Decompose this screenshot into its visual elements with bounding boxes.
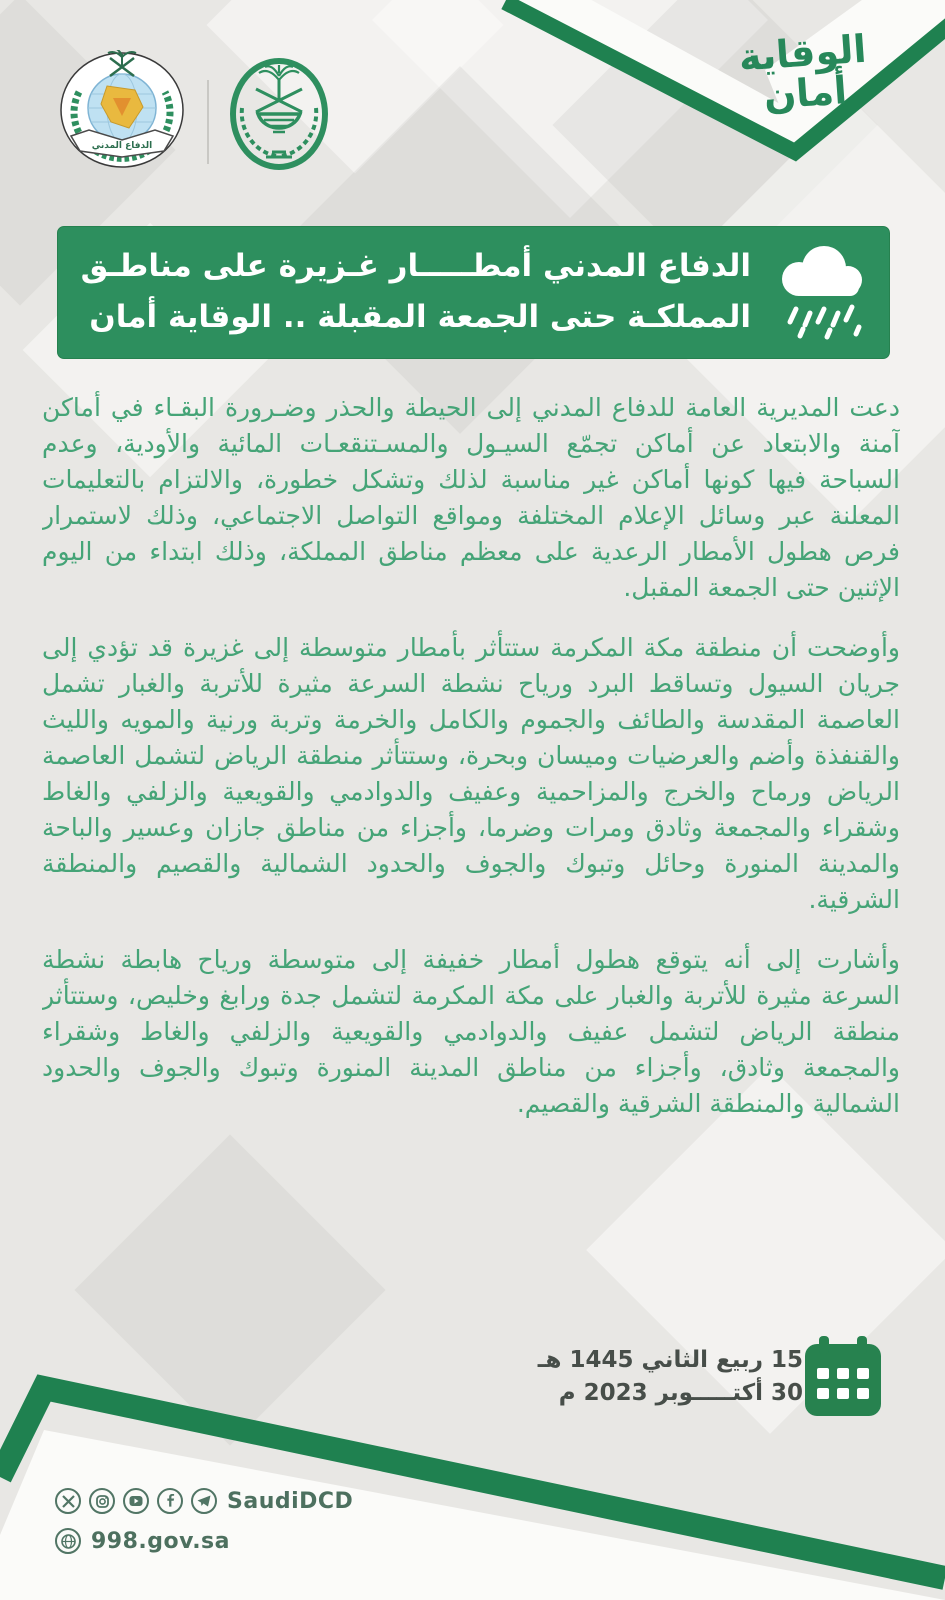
headline-line1: الدفاع المدني أمطـــــار غـزيرة على مناطـق	[80, 248, 751, 284]
civil-defense-ribbon-text: الدفاع المدني	[91, 141, 153, 151]
website-row	[55, 1526, 353, 1556]
paragraph-2: وأوضحت أن منطقة مكة المكرمة ستتأثر بأمطار متوسطة إلى غزيرة قد تؤدي إلى جريان السيول وتساقط البرد ورياح نشطة السرعة مثيرة للأتربة والغبار تشمل العاصمة المقدسة والطائف والجموم والكامل والخرمة وتربة ورنية والمويه والليث والقنفذة وأضم والعرضيات وميسان وبحرة، وستتأثر منطقة الرياض لتشمل العاصمة الرياض ورماح والخرج والمزاحمية وعفيف والدوادمي والقويعية والزلفي والغاط وشقراء والمجمعة وثادق ومرات وضرما، وأجزاء من مناطق جازان وعسير والباحة والمدينة المنورة وحائل وتبوك والجوف والحدود الشمالية والقصيم والمنطقة الشرقية.	[42, 633, 900, 914]
headline-text	[80, 241, 751, 346]
facebook-icon	[157, 1488, 183, 1514]
social-row	[55, 1486, 353, 1516]
civil-defense-emblem	[55, 50, 190, 174]
paragraph-1: دعت المديرية العامة للدفاع المدني إلى الحيطة والحذر وضـرورة البقـاء في أماكن آمنة والابتعاد عن أماكن تجمّع السيـول والمسـتنقعـات المائية والأودية، وعدم السباحة فيها كونها أماكن غير مناسبة لذلك وتشكل خطورة، والالتزام بالتعليمات المعلنة عبر وسائل الإعلام المختلفة ومواقع التواصل الاجتماعي، وذلك لاستمرار فرص هطول الأمطار الرعدية على معظم مناطق المملكة، وذلك ابتداء من اليوم الإثنين حتى الجمعة المقبل.	[42, 393, 900, 602]
gregorian-date: 30 أكتـــــوبر 2023 م	[558, 1379, 803, 1406]
rain-cloud-icon	[769, 237, 873, 347]
website-url: 998.gov.sa	[91, 1528, 230, 1554]
article-body	[42, 390, 900, 1326]
headline-line2: المملكـة حتى الجمعة المقبلة .. الوقاية أمان	[89, 299, 751, 336]
social-handle: SaudiDCD	[227, 1488, 354, 1514]
hijri-date: 15 ربيع الثاني 1445 هـ	[537, 1346, 803, 1373]
x-icon	[55, 1488, 81, 1514]
instagram-icon	[89, 1488, 115, 1514]
calligraphy-prevention-is-safety: الوقاية أمان	[737, 26, 868, 118]
logo-divider	[207, 80, 209, 164]
youtube-icon	[123, 1488, 149, 1514]
telegram-icon	[191, 1488, 217, 1514]
globe-icon	[55, 1528, 81, 1554]
calendar-icon	[803, 1334, 883, 1418]
date-block	[522, 1334, 883, 1418]
ministry-of-interior-emblem	[228, 56, 330, 172]
headline-banner	[57, 226, 890, 359]
date-lines	[522, 1340, 803, 1413]
paragraph-3: وأشارت إلى أنه يتوقع هطول أمطار خفيفة إلى متوسطة ورياح هابطة نشطة السرعة مثيرة للأتربة والغبار على مكة المكرمة لتشمل جدة ورابغ وخليص، وستتأثر منطقة الرياض لتشمل عفيف والدوادمي والقويعية والزلفي والغاط وشقراء والمجمعة وثادق، وأجزاء من مناطق المدينة المنورة وتبوك والجوف والحدود الشمالية والمنطقة الشرقية والقصيم.	[42, 945, 900, 1118]
footer	[55, 1486, 353, 1566]
